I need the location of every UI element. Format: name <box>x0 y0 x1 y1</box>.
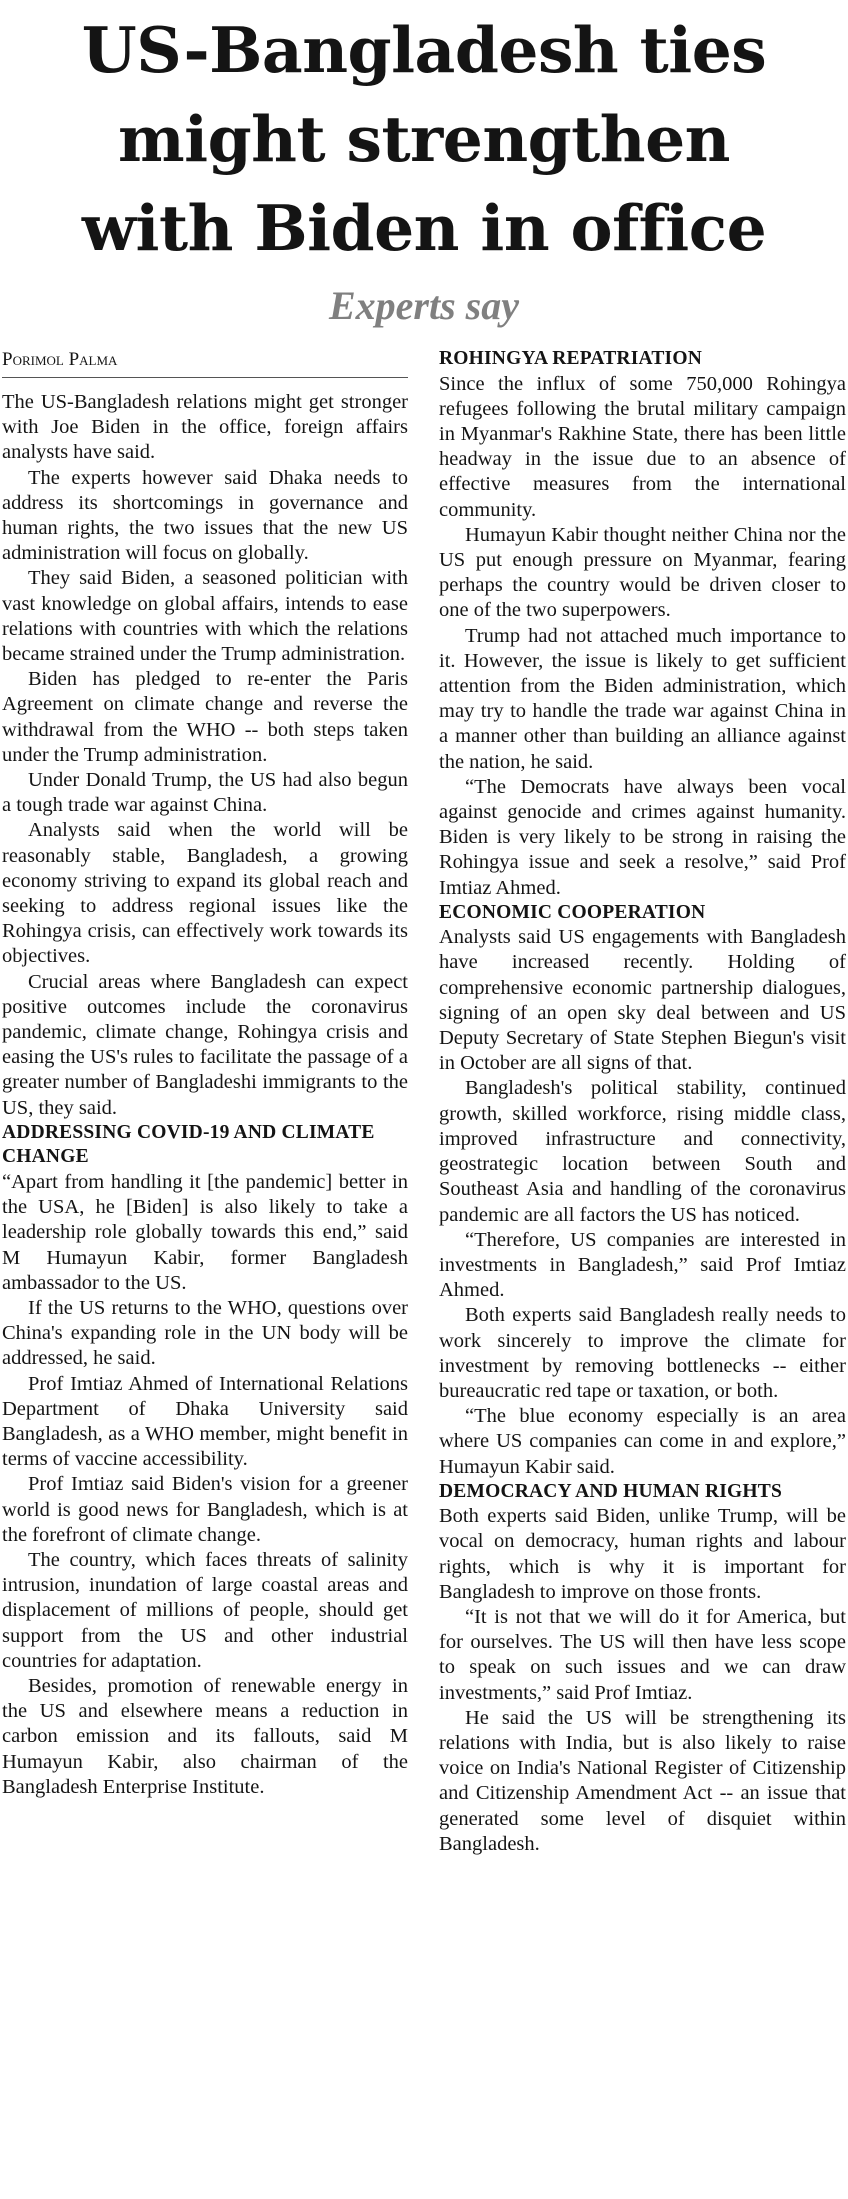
paragraph: Humayun Kabir thought neither China nor the US put enough pressure on Myanmar, fearing perhaps the country would be driven closer to one of the two superpowers. <box>439 523 846 622</box>
paragraph: “The Democrats have always been vocal against genocide and crimes against humanity. Biden is very likely to be strong in raising the Rohingya issue and seek a resolve,” said Prof Imtiaz Ahmed. <box>439 775 846 899</box>
right-column <box>439 347 846 1857</box>
paragraph: The experts however said Dhaka needs to address its shortcomings in governance and human rights, the two issues that the new US administration will focus on globally. <box>2 466 408 565</box>
paragraph: Both experts said Bangladesh really needs to work sincerely to improve the climate for investment by removing bottlenecks -- either bureaucratic red tape or taxation, or both. <box>439 1304 846 1402</box>
kicker: Experts say <box>329 283 519 328</box>
paragraph: Besides, promotion of renewable energy in the US and elsewhere means a reduction in carbon emission and its fallouts, said M Humayun Kabir, also chairman of the Bangladesh Enterprise Institute. <box>2 1674 408 1798</box>
section-heading: ECONOMIC COOPERATION <box>439 901 706 923</box>
byline: Porimol Palma <box>2 347 408 378</box>
section-heading: ADDRESSING COVID-19 AND CLIMATE CHANGE <box>2 1121 375 1168</box>
headline-line: with Biden in office <box>81 191 767 265</box>
paragraph: The US-Bangladesh relations might get stronger with Joe Biden in the office, foreign affairs analysts have said. <box>2 391 408 464</box>
paragraph: Trump had not attached much importance to it. However, the issue is likely to get sufficient attention from the Biden administration, which may try to handle the trade war against China in a manner other than building an alliance against the nation, he said. <box>439 624 846 773</box>
paragraph: The country, which faces threats of salinity intrusion, inundation of large coastal areas and displacement of millions of people, should get support from the US and other industrial countries for adaptation. <box>2 1548 408 1672</box>
paragraph: Both experts said Biden, unlike Trump, will be vocal on democracy, human rights and labour rights, which is why it is important for Bangladesh to improve on those fronts. <box>439 1505 846 1603</box>
paragraph: Bangladesh's political stability, continued growth, skilled workforce, rising middle class, improved infrastructure and connectivity, geostrategic location between South and Southeast Asia and handling of the coronavirus pandemic are all factors the US has noticed. <box>439 1077 846 1226</box>
paragraph: Since the influx of some 750,000 Rohingya refugees following the brutal military campaign in Myanmar's Rakhine State, there has been little headway in the issue due to an absence of effective measures from the international community. <box>439 372 846 521</box>
section-heading: ROHINGYA REPATRIATION <box>439 348 702 369</box>
section-heading: DEMOCRACY AND HUMAN RIGHTS <box>439 1480 783 1502</box>
paragraph: They said Biden, a seasoned politician with vast knowledge on global affairs, intends to ease relations with countries with which the relations became strained under the Trump administration. <box>2 567 408 666</box>
paragraph: Biden has pledged to re-enter the Paris Agreement on climate change and reverse the withdrawal from the WHO -- both steps taken under the Trump administration. <box>2 668 408 766</box>
headline <box>0 6 848 273</box>
paragraph: “It is not that we will do it for America, but for ourselves. The US will then have less scope to speak on such issues and we can draw investments,” said Prof Imtiaz. <box>439 1606 846 1704</box>
paragraph: “Apart from handling it [the pandemic] better in the USA, he [Biden] is also likely to take a leadership role globally towards this end,” said M Humayun Kabir, former Bangladesh ambassador to the US. <box>2 1170 408 1294</box>
left-column-body <box>2 390 408 1800</box>
paragraph: If the US returns to the WHO, questions over China's expanding role in the UN body will be addressed, he said. <box>2 1296 408 1370</box>
paragraph: “Therefore, US companies are interested in investments in Bangladesh,” said Prof Imtiaz Ahmed. <box>439 1228 846 1302</box>
paragraph: Crucial areas where Bangladesh can expect positive outcomes include the coronavirus pandemic, climate change, Rohingya crisis and easing the US's rules to facilitate the passage of a greater number of Bangladeshi immigrants to the US, they said. <box>2 970 408 1119</box>
paragraph: Prof Imtiaz said Biden's vision for a greener world is good news for Bangladesh, which is at the forefront of climate change. <box>2 1473 408 1546</box>
headline-line: might strengthen <box>118 102 730 176</box>
right-column-body <box>439 347 846 1857</box>
paragraph: He said the US will be strengthening its relations with India, but is also likely to raise voice on India's National Register of Citizenship and Citizenship Amendment Act -- an issue that generated some level of disquiet within Bangladesh. <box>439 1706 846 1855</box>
paragraph: Under Donald Trump, the US had also begun a tough trade war against China. <box>2 769 408 817</box>
paragraph: Analysts said when the world will be reasonably stable, Bangladesh, a growing economy striving to expand its global reach and seeking to address regional issues like the Rohingya crisis, can effectively work towards its objectives. <box>2 819 408 968</box>
left-column <box>2 347 408 1800</box>
paragraph: “The blue economy especially is an area where US companies can come in and explore,” Humayun Kabir said. <box>439 1405 846 1478</box>
paragraph: Analysts said US engagements with Bangladesh have increased recently. Holding of comprehensive economic partnership dialogues, signing of an open sky deal between and US Deputy Secretary of State Stephen Biegun's visit in October are all signs of that. <box>439 926 846 1075</box>
headline-line: US-Bangladesh ties <box>81 13 767 87</box>
paragraph: Prof Imtiaz Ahmed of International Relations Department of Dhaka University said Bangladesh, as a WHO member, might benefit in terms of vaccine accessibility. <box>2 1372 408 1471</box>
